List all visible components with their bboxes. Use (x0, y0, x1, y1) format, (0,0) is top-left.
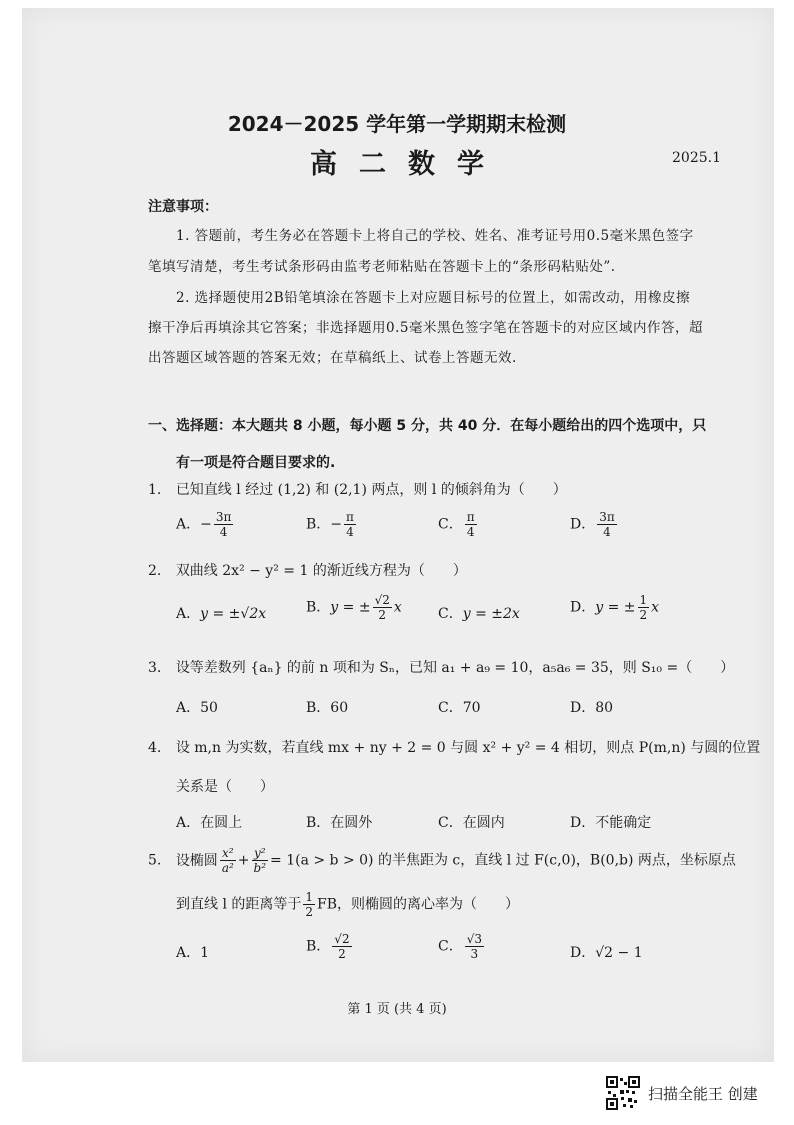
question-2 (148, 560, 467, 580)
question-1 (148, 479, 567, 499)
q5-option-d: D．√2 − 1 (570, 945, 643, 961)
q1-option-b: B．− $\frac{\pi}{4}$ (306, 510, 354, 539)
q2-stem: 双曲线 2x² − y² = 1 的渐近线方程为（ ） (175, 563, 467, 579)
fraction: $\frac{3\pi}{4}$ (215, 510, 232, 539)
q1-option-c: C． $\frac{\pi}{4}$ (438, 510, 475, 539)
qr-code-icon (606, 1076, 640, 1110)
notice-1-line1: 1. 答题前，考生务必在答题卡上将自己的学校、姓名、准考证号用0.5毫米黑色签字 (176, 228, 694, 244)
q2-option-d: D．y = ± $\frac{1}{2}$ x (570, 593, 660, 622)
q4-stem-line1: 设 m,n 为实数，若直线 mx + ny + 2 = 0 与圆 x² + y² = 4 相切，则点 P(m,n) 与圆的位置 (175, 740, 761, 756)
q3-option-d: D．80 (570, 700, 614, 716)
fraction: $\frac{\text{y²}}{\text{b²}}$ (253, 846, 267, 875)
subject-text: 高二数学 (310, 149, 506, 180)
fraction: $\frac{\text{x²}}{\text{a²}}$ (221, 846, 234, 875)
q5-option-b: B． $\frac{√2}{2}$ (306, 932, 350, 961)
q2-option-a: A．y = ±√2x (176, 606, 267, 622)
fraction: $\frac{1}{2}$ (639, 593, 648, 622)
q5-stem-line2: 到直线 l 的距离等于 $\frac{1}{2}$ FB，则椭圆的离心率为（ ） (176, 890, 520, 919)
q3-stem: 设等差数列 {aₙ} 的前 n 项和为 Sₙ，已知 a₁ + a₉ = 10，a₅a₆ = 35，则 S₁₀ =（ ） (175, 660, 735, 676)
q3-option-a: A．50 (176, 700, 218, 716)
notice-1-line2: 笔填写清楚，考生考试条形码由监考老师粘贴在答题卡上的“条形码粘贴处”. (148, 259, 616, 275)
q4-number: 4. (148, 740, 162, 756)
exam-title: 2024－2025 学年第一学期期末检测 (227, 112, 567, 136)
q3-number: 3. (148, 660, 162, 676)
q5-option-a: A．1 (176, 945, 210, 961)
q3-option-c: C．70 (438, 700, 481, 716)
q4-stem-line2: 关系是（ ） (176, 779, 274, 795)
question-5: 5. 设椭圆 $\frac{\text{x²}}{\text{a²}}$ + $\frac{\text{y²}}{\text{b²}}$ = 1(a > b > 0) 的半焦距为 c，直线 l 过 F(c,0)，B(0,b) 两点，坐标原点 (148, 846, 736, 875)
section1-heading-line2: 有一项是符合题目要求的. (176, 455, 336, 471)
q1-option-a: A．− $\frac{3\pi}{4}$ (176, 510, 232, 539)
notice-2-line1: 2. 选择题使用2B铅笔填涂在答题卡上对应题目标号的位置上，如需改动，用橡皮擦 (176, 290, 691, 306)
fraction: $\frac{\pi}{4}$ (346, 510, 354, 539)
notice-heading: 注意事项： (148, 199, 218, 215)
section1-heading-line1: 一、选择题：本大题共 8 小题，每小题 5 分，共 40 分．在每小题给出的四个选项中，只 (148, 418, 707, 434)
fraction: $\frac{√2}{2}$ (334, 932, 350, 961)
q4-option-c: C．在圆内 (438, 815, 505, 831)
question-4 (148, 737, 760, 757)
q2-option-c: C．y = ±2x (438, 606, 520, 622)
fraction: $\frac{1}{2}$ (305, 890, 314, 919)
fraction: $\frac{√3}{3}$ (466, 932, 482, 961)
q1-stem: 已知直线 l 经过 (1,2) 和 (2,1) 两点，则 l 的倾斜角为（ ） (175, 482, 567, 498)
q5-option-c: C． $\frac{√3}{3}$ (438, 932, 482, 961)
notice-2-line3: 出答题区域答题的答案无效；在草稿纸上、试卷上答题无效. (148, 350, 517, 366)
question-3 (148, 657, 734, 677)
fraction: $\frac{3\pi}{4}$ (599, 510, 615, 539)
q4-option-b: B．在圆外 (306, 815, 373, 831)
q2-number: 2. (148, 563, 162, 579)
page-footer: 第 1 页 (共 4 页) (347, 1002, 447, 1017)
notice-2-line2: 擦干净后再填涂其它答案；非选择题用0.5毫米黑色签字笔在答题卡的对应区域内作答，超 (148, 320, 703, 336)
exam-date: 2025.1 (672, 150, 721, 166)
fraction: $\frac{\pi}{4}$ (466, 510, 475, 539)
q4-option-d: D．不能确定 (570, 815, 652, 831)
q1-option-d: D． $\frac{3\pi}{4}$ (570, 510, 615, 539)
q3-option-b: B．60 (306, 700, 349, 716)
q4-option-a: A．在圆上 (176, 815, 243, 831)
scanner-watermark: 扫描全能王 创建 (648, 1085, 758, 1103)
q1-number: 1. (148, 482, 162, 498)
fraction: $\frac{√2}{2}$ (374, 593, 390, 622)
q2-option-b: B．y = ± $\frac{√2}{2}$ x (306, 593, 402, 622)
q5-number: 5. (148, 852, 162, 869)
